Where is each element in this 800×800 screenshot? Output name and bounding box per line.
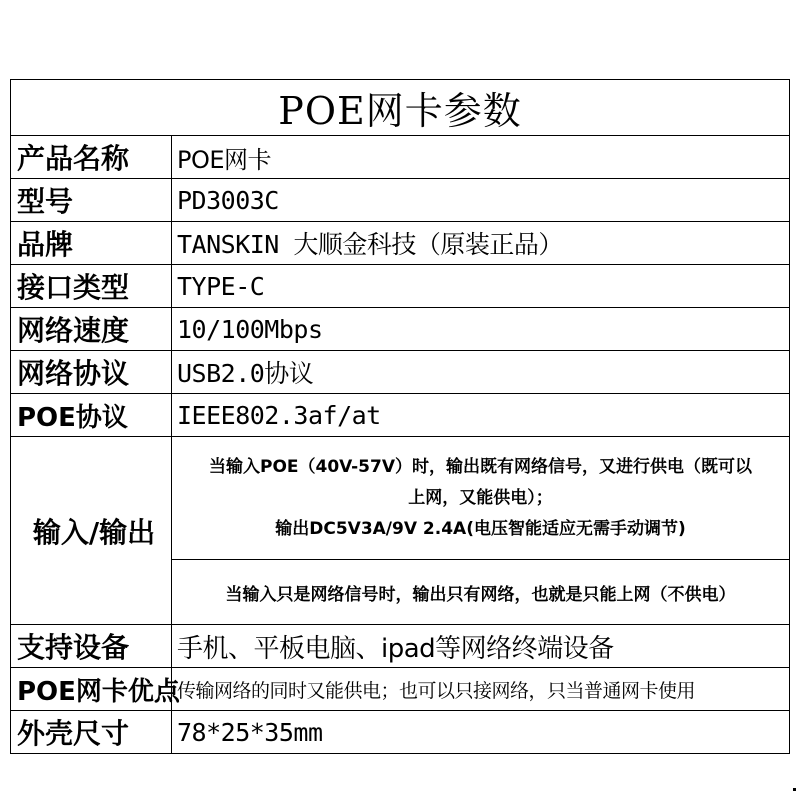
- row-label: 支持设备: [11, 625, 172, 668]
- table-row: [11, 265, 790, 308]
- table-row: [11, 351, 790, 394]
- table-row: [11, 179, 790, 222]
- row-label: 外壳尺寸: [11, 711, 172, 754]
- io-row: [11, 437, 790, 560]
- corner-dot: [793, 788, 796, 791]
- row-label: 产品名称: [11, 136, 172, 179]
- io-line-1: 当输入POE（40V-57V）时，输出既有网络信号，又进行供电（既可以: [209, 456, 752, 477]
- row-value: 手机、平板电脑、ipad等网络终端设备: [172, 625, 790, 668]
- table-row: [11, 308, 790, 351]
- row-value: TANSKIN 大顺金科技（原装正品）: [172, 222, 790, 265]
- row-value: 10/100Mbps: [172, 308, 790, 351]
- table-row: [11, 136, 790, 179]
- spec-table: [10, 79, 790, 754]
- table-row: [11, 711, 790, 754]
- row-value: 传输网络的同时又能供电；也可以只接网络，只当普通网卡使用: [172, 668, 790, 711]
- row-value: 78*25*35mm: [172, 711, 790, 754]
- row-label: POE协议: [11, 394, 172, 437]
- table-row: [11, 668, 790, 711]
- row-label: 型号: [11, 179, 172, 222]
- io-description-poe: [172, 437, 790, 560]
- row-label: 网络协议: [11, 351, 172, 394]
- table-row: [11, 222, 790, 265]
- io-label: 输入/输出: [11, 437, 172, 625]
- row-label: 网络速度: [11, 308, 172, 351]
- io-description-network: 当输入只是网络信号时，输出只有网络，也就是只能上网（不供电）: [172, 560, 790, 625]
- table-title: POE网卡参数: [11, 80, 790, 136]
- row-label: 接口类型: [11, 265, 172, 308]
- table-row: [11, 394, 790, 437]
- io-line-3: 输出DC5V3A/9V 2.4A(电压智能适应无需手动调节): [275, 518, 686, 539]
- table-row: [11, 625, 790, 668]
- row-value: POE网卡: [172, 136, 790, 179]
- row-value: TYPE-C: [172, 265, 790, 308]
- io-line-2: 上网，又能供电）；: [408, 487, 553, 508]
- row-value: USB2.0协议: [172, 351, 790, 394]
- row-value: IEEE802.3af/at: [172, 394, 790, 437]
- row-value: PD3003C: [172, 179, 790, 222]
- title-row: [11, 80, 790, 136]
- row-label: 品牌: [11, 222, 172, 265]
- row-label: POE网卡优点: [11, 668, 172, 711]
